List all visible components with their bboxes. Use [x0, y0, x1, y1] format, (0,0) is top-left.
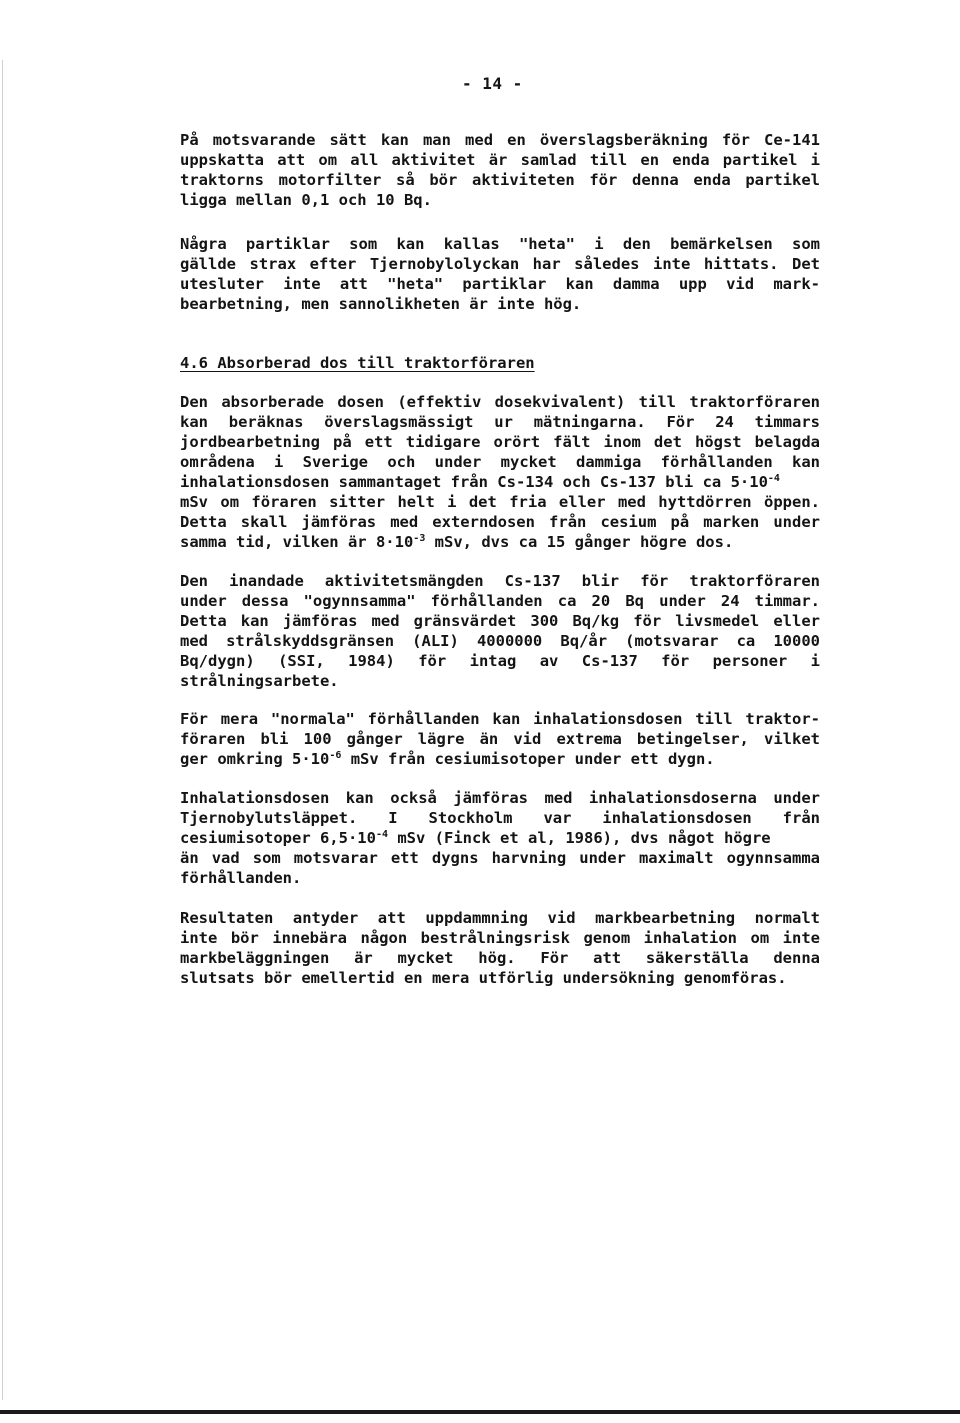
paragraph-ce141-estimate: [180, 130, 820, 210]
text-line: markbeläggningen är mycket hög. För att säkerställa denna: [180, 949, 820, 967]
scan-left-edge: [2, 60, 3, 1400]
section-heading: 4.6 Absorberad dos till traktorföraren: [180, 354, 535, 372]
text-line: ligga mellan 0,1 och 10 Bq.: [180, 191, 432, 209]
text-segment: inhalationsdosen sammantaget från Cs-134 och Cs-137 bli ca 5·10: [180, 473, 768, 491]
text-line: Detta kan jämföras med gränsvärdet 300 Bq/kg för livsmedel eller: [180, 612, 820, 630]
text-line: Detta skall jämföras med externdosen från cesium på marken under: [180, 513, 820, 531]
page-number: - 14 -: [462, 74, 523, 93]
paragraph-absorbed-dose: [180, 392, 820, 552]
text-line: traktorns motorfilter så bör aktiviteten för denna enda partikel: [180, 171, 820, 189]
text-line: På motsvarande sätt kan man med en överslagsberäkning för Ce-141: [180, 131, 820, 149]
text-line: [180, 532, 820, 552]
text-segment: mSv (Finck et al, 1986), dvs något högre: [388, 829, 771, 847]
text-line: [180, 828, 820, 848]
text-line: gällde strax efter Tjernobylolyckan har således inte hittats. Det: [180, 255, 820, 273]
text-line: slutsats bör emellertid en mera utförlig undersökning genomföras.: [180, 969, 787, 987]
paragraph-inhaled-activity: [180, 571, 820, 691]
text-line: Tjernobylutsläppet. I Stockholm var inhalationsdosen från: [180, 809, 820, 827]
paragraph-conclusion: [180, 908, 820, 988]
text-line: Den inandade aktivitetsmängden Cs-137 blir för traktorföraren: [180, 572, 820, 590]
exponent: -6: [329, 750, 342, 761]
text-line: strålningsarbete.: [180, 672, 339, 690]
paragraph-chernobyl-comparison: [180, 788, 820, 888]
text-segment: cesiumisotoper 6,5·10: [180, 829, 376, 847]
text-line: Några partiklar som kan kallas "heta" i den bemärkelsen som: [180, 235, 820, 253]
text-line: mSv om föraren sitter helt i det fria eller med hyttdörren öppen.: [180, 493, 820, 511]
bottom-border-line: [0, 1410, 960, 1414]
text-line: uppskatta att om all aktivitet är samlad till en enda partikel i: [180, 151, 820, 169]
text-line: Inhalationsdosen kan också jämföras med inhalationsdoserna under: [180, 789, 820, 807]
text-line: Resultaten antyder att uppdammning vid markbearbetning normalt: [180, 909, 820, 927]
text-line: bearbetning, men sannolikheten är inte hög.: [180, 295, 582, 313]
paragraph-hot-particles: [180, 234, 820, 314]
text-line: [180, 749, 820, 769]
text-line: kan beräknas överslagsmässigt ur mätningarna. För 24 timmars: [180, 413, 820, 431]
text-line: Bq/dygn) (SSI, 1984) för intag av Cs-137 för personer i: [180, 652, 820, 670]
text-line: områdena i Sverige och under mycket dammiga förhållanden kan: [180, 453, 820, 471]
text-line: än vad som motsvarar ett dygns harvning under maximalt ogynnsamma: [180, 849, 820, 867]
text-line: Den absorberade dosen (effektiv dosekvivalent) till traktorföraren: [180, 393, 820, 411]
exponent: -4: [767, 473, 780, 484]
text-line: förhållanden.: [180, 869, 302, 887]
text-segment: ger omkring 5·10: [180, 750, 330, 768]
text-line: För mera "normala" förhållanden kan inhalationsdosen till traktor-: [180, 710, 820, 728]
paragraph-normal-conditions: [180, 709, 820, 769]
text-segment: mSv från cesiumisotoper under ett dygn.: [341, 750, 715, 768]
text-segment: samma tid, vilken är 8·10: [180, 533, 414, 551]
text-line: [180, 472, 820, 492]
text-segment: mSv, dvs ca 15 gånger högre dos.: [425, 533, 734, 551]
text-line: med strålskyddsgränsen (ALI) 4000000 Bq/år (motsvarar ca 10000: [180, 632, 820, 650]
text-line: inte bör innebära någon bestrålningsrisk genom inhalation om inte: [180, 929, 820, 947]
text-line: jordbearbetning på ett tidigare orört fält inom det högst belagda: [180, 433, 820, 451]
exponent: -3: [413, 533, 426, 544]
text-line: föraren bli 100 gånger lägre än vid extrema betingelser, vilket: [180, 730, 820, 748]
text-line: under dessa "ogynnsamma" förhållanden ca 20 Bq under 24 timmar.: [180, 592, 820, 610]
exponent: -4: [375, 829, 389, 840]
text-line: utesluter inte att "heta" partiklar kan damma upp vid mark-: [180, 275, 820, 293]
